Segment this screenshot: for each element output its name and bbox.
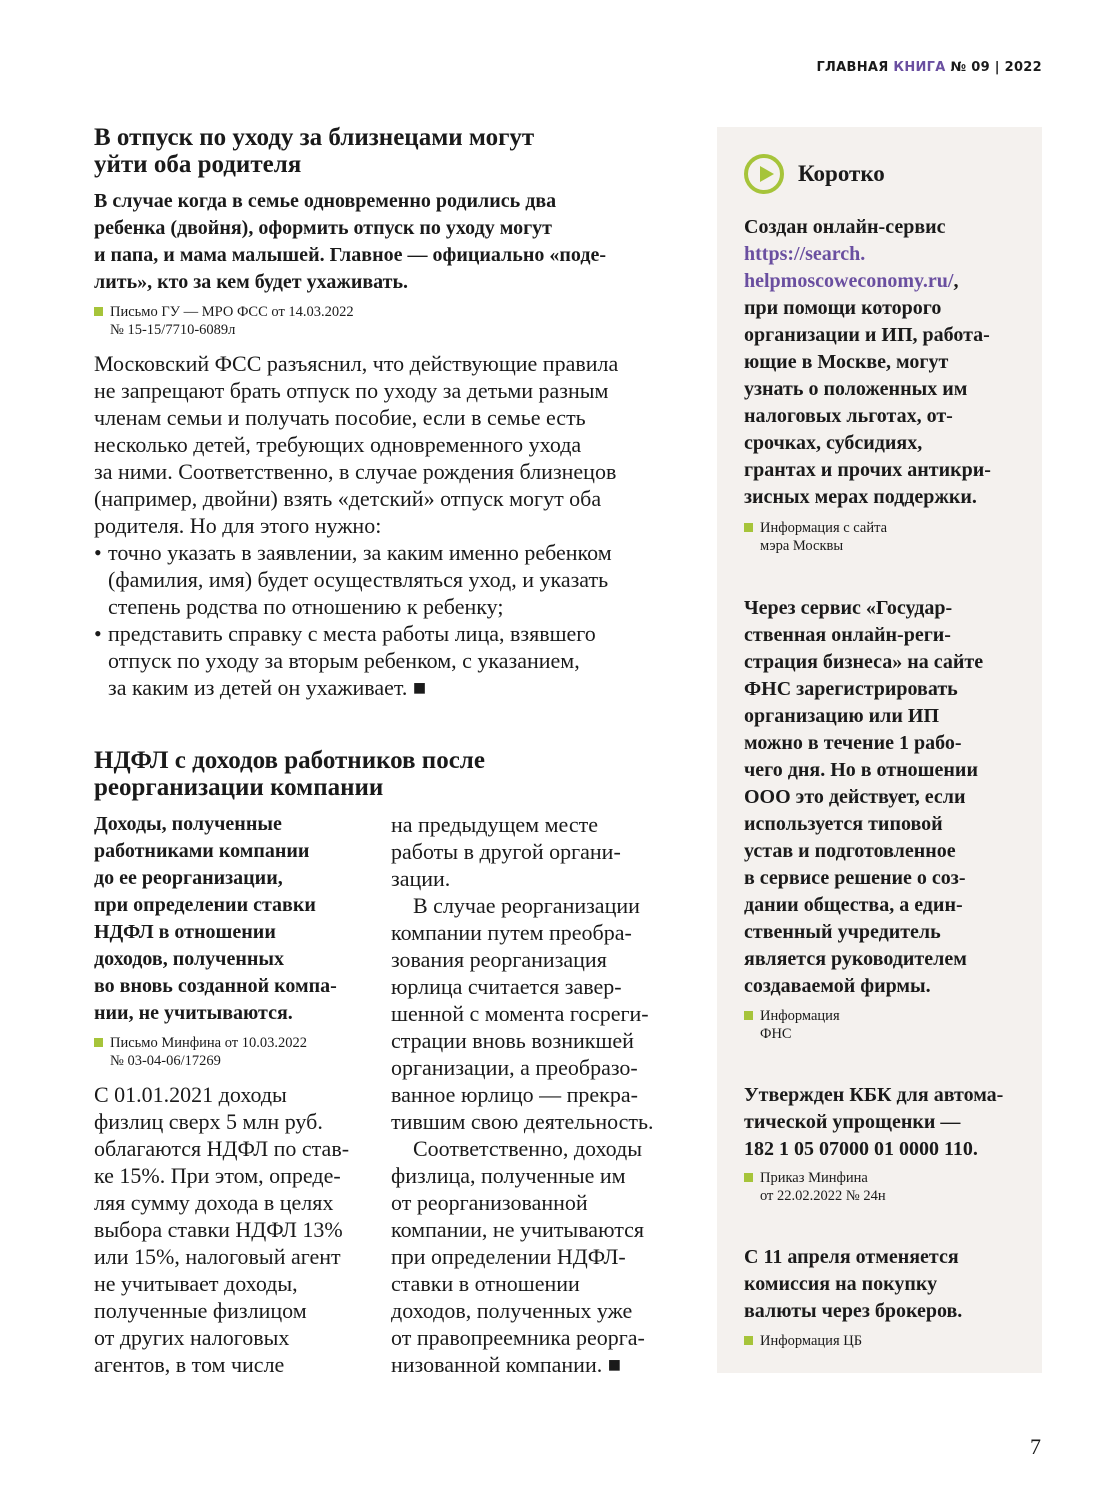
page-number: 7 [1030, 1434, 1041, 1459]
news-source: Информация ФНС [744, 1007, 1028, 1043]
header-magazine: ГЛАВНАЯ [816, 60, 894, 75]
article-body-left: С 01.01.2021 доходы физлиц сверх 5 млн руб. облагаются НДФЛ по став- ке 15%. При этом, опреде- ляя сумму дохода в целях выбора ставки НДФЛ 13% или 15%, налоговый агент не учитывает доходы, полученные физлицом от других налоговых агентов, в том числе [94, 1082, 350, 1377]
article-twins-leave [94, 124, 674, 701]
header-issue: № 09 | 2022 [945, 60, 1042, 75]
article-source: Письмо ГУ — МРО ФСС от 14.03.2022 № 15-15/7710-6089л [94, 303, 674, 339]
news-source: Приказ Минфина от 22.02.2022 № 24н [744, 1169, 1028, 1205]
article-columns [94, 811, 674, 1378]
sidebar-briefly [717, 127, 1042, 1373]
news-text: Создан онлайн-сервис [744, 216, 946, 238]
play-icon [744, 154, 784, 194]
news-item: С 11 апреля отменяется комиссия на покупку валюты через брокеров. [744, 1246, 963, 1322]
news-item: Через сервис «Государ- ственная онлайн-реги- страция бизнеса» на сайте ФНС зарегистрировать организацию или ИП можно в течение 1 рабо- чего дня. Но в отношении ООО это действует, если используется типовой устав и подготовленное в сервисе решение о соз- дании общества, а един- ственный учредитель является руководителем создаваемой фирмы. [744, 597, 984, 997]
article-source: Письмо Минфина от 10.03.2022 № 03-04-06/17269 [94, 1034, 379, 1070]
sidebar-header [744, 154, 1028, 194]
news-item [744, 214, 1028, 511]
sidebar-title: Коротко [798, 161, 885, 186]
requirements-list [94, 539, 674, 701]
article-body: Московский ФСС разъяснил, что действующие правила не запрещают брать отпуск по уходу за детьми разным членам семьи и получать пособие, если в семье есть несколько детей, требующих одновременного ухода за ними. Соответственно, в случае рождения близнецов (например, двойни) взять «детский» отпуск могут оба родителя. Но для этого нужно: [94, 351, 619, 538]
header-magazine-accent: КНИГА [893, 60, 946, 75]
running-header [816, 60, 1042, 75]
article-lead: Доходы, полученные работниками компании до ее реорганизации, при определении ставки НДФЛ в отношении доходов, полученных во вновь созданной компа- нии, не учитываются. [94, 813, 337, 1024]
news-source: Информация ЦБ [744, 1332, 1028, 1350]
article-title: НДФЛ с доходов работников после реорганизации компании [94, 747, 485, 801]
news-item: Утвержден КБК для автома- тической упрощенки — 182 1 05 07000 01 0000 110. [744, 1084, 1004, 1160]
news-source: Информация с сайта мэра Москвы [744, 519, 1028, 555]
news-text: , при помощи которого организации и ИП, работа- ющие в Москве, могут узнать о положенных им налоговых льготах, от- срочках, субсидиях, грантах и прочих антикри- зисных мерах поддержки. [744, 270, 991, 508]
left-column [94, 811, 379, 1378]
list-item: • представить справку с места работы лица, взявшего отпуск по уходу за вторым ребенком, с указанием, за каким из детей он ухаживает. ■ [94, 620, 674, 701]
article-title: В отпуск по уходу за близнецами могут уйти оба родителя [94, 124, 535, 178]
article-body-right: на предыдущем месте работы в другой органи- зации. В случае реорганизации компании путем преобра- зования реорганизация юрлица считается завер- шенной с момента госреги- страции вновь возникшей организации, а преобразо- ванное юрлицо — прекра- тившим свою деятельность. Соответственно, доходы физлица, полученные им от реорганизованной компании, не учитываются при определении НДФЛ- ставки в отношении доходов, полученных уже от правопреемника реорга- низованной компании. ■ [391, 812, 654, 1377]
service-link[interactable]: https://search. helpmoscoweconomy.ru/ [744, 243, 954, 292]
article-ndfl-reorganization [94, 747, 674, 1378]
list-item: • точно указать в заявлении, за каким именно ребенком (фамилия, имя) будет осуществляться уход, и указать степень родства по отношению к ребенку; [94, 539, 674, 620]
article-lead: В случае когда в семье одновременно родились два ребенка (двойня), оформить отпуск по уходу могут и папа, и мама малышей. Главное — официально «поде- лить», кто за кем будет ухаживать. [94, 190, 606, 293]
main-column [94, 124, 674, 1378]
